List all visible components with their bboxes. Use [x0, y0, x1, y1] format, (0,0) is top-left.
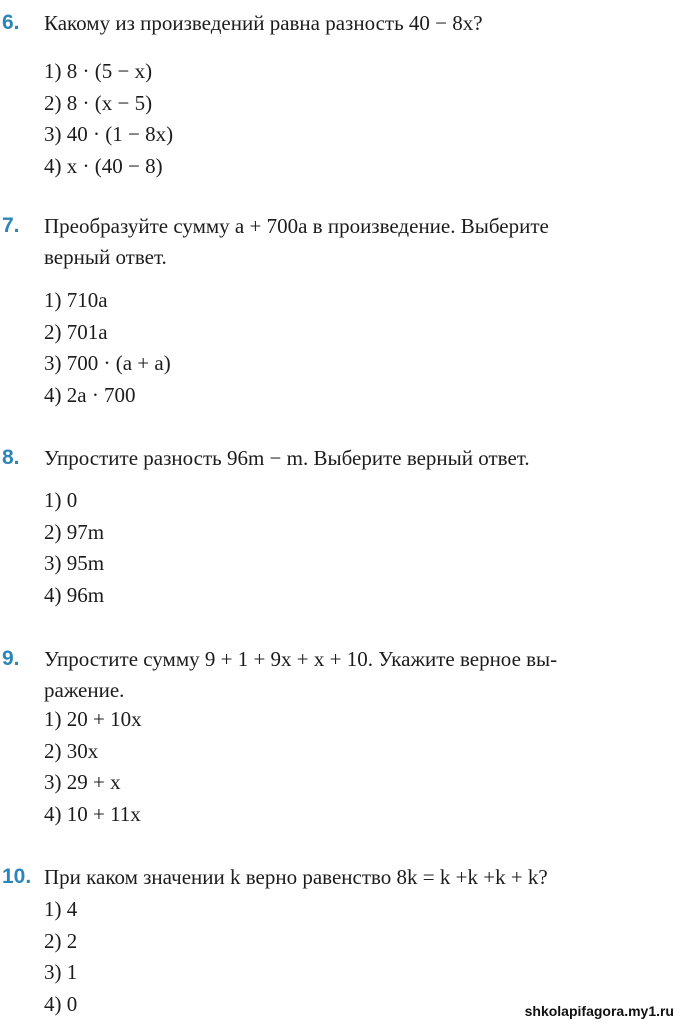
task-number: 10.	[2, 865, 32, 888]
question-line: верный ответ.	[44, 245, 167, 269]
answer-options	[44, 285, 171, 411]
task-number: 6.	[2, 11, 20, 34]
answer-option: 2) 8 · (x − 5)	[44, 90, 153, 115]
answer-option: 3) 700 · (a + a)	[44, 351, 171, 375]
answer-option: 4) 96m	[44, 582, 105, 607]
question-line: Упростите сумму 9 + 1 + 9x + x + 10. Укажите верное вы-	[44, 647, 558, 671]
answer-options	[44, 894, 77, 1020]
answer-options	[44, 56, 173, 182]
answer-option: 1) 20 + 10x	[44, 707, 142, 731]
task-question: Упростите разность 96m − m. Выберите верный ответ.	[44, 446, 530, 470]
question-line: Преобразуйте сумму a + 700a в произведение. Выберите	[44, 214, 549, 238]
answer-option: 2) 97m	[44, 519, 105, 544]
answer-option: 4) 0	[44, 991, 78, 1016]
answer-option: 4) 2a · 700	[44, 382, 136, 407]
task-number: 7.	[2, 214, 20, 237]
task-number: 8.	[2, 446, 20, 469]
task-question: При каком значении k верно равенство 8k = k +k +k + k?	[44, 865, 548, 889]
task-question: Какому из произведений равна разность 40 − 8x?	[44, 11, 483, 35]
answer-options	[44, 485, 104, 611]
answer-option: 2) 701a	[44, 319, 108, 344]
answer-option: 3) 40 · (1 − 8x)	[44, 122, 174, 146]
answer-option: 1) 8 · (5 − x)	[44, 59, 153, 83]
site-watermark: shkolapifagora.my1.ru	[524, 1003, 674, 1019]
answer-option: 3) 1	[44, 960, 78, 984]
answer-option: 3) 95m	[44, 551, 105, 575]
answer-option: 2) 30x	[44, 738, 99, 763]
answer-option: 3) 29 + x	[44, 770, 121, 794]
answer-options	[44, 704, 142, 830]
answer-option: 1) 0	[44, 488, 78, 512]
answer-option: 1) 4	[44, 897, 78, 921]
answer-option: 2) 2	[44, 928, 78, 953]
answer-option: 4) x · (40 − 8)	[44, 153, 163, 178]
answer-option: 4) 10 + 11x	[44, 801, 141, 826]
task-question	[44, 211, 682, 273]
answer-option: 1) 710a	[44, 288, 108, 312]
task-question	[44, 644, 682, 706]
task-number: 9.	[2, 647, 20, 670]
question-line: ражение.	[44, 678, 125, 702]
